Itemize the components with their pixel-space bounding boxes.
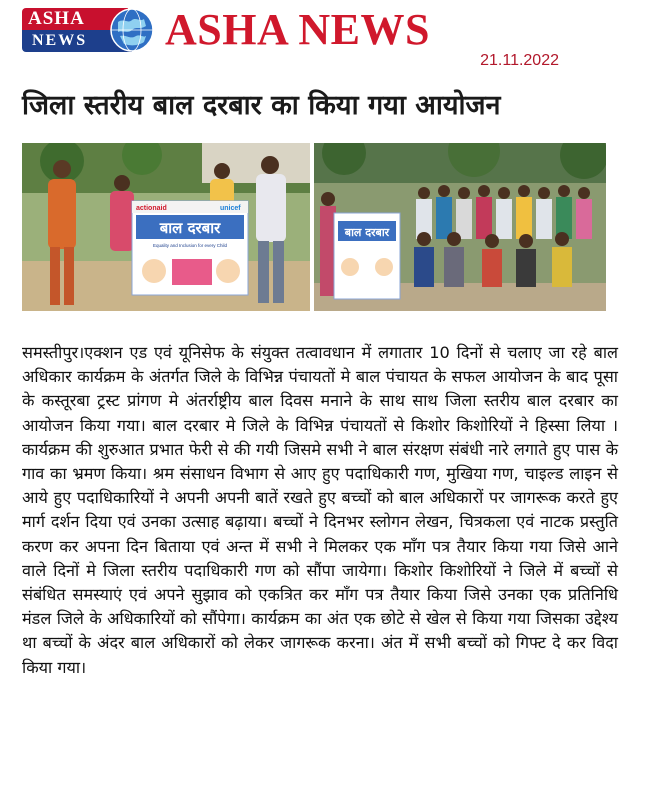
publication-date: 21.11.2022 <box>480 52 559 69</box>
masthead <box>0 0 659 82</box>
globe-icon <box>110 8 154 52</box>
event-photo-banner <box>22 143 310 311</box>
asha-news-logo <box>22 8 156 52</box>
logo-bottom-text: NEWS <box>22 30 132 52</box>
event-photo-group <box>314 143 606 311</box>
article-headline: जिला स्तरीय बाल दरबार का किया गया आयोजन <box>22 90 501 121</box>
article-body: समस्तीपुर।एक्शन एड एवं यूनिसेफ के संयुक्त तत्वावधान में लगातार 10 दिनों से चलाए जा रहे बाल अधिकार कार्यक्रम के अंतर्गत जिले के विभिन्न पंचायतों मे बाल पंचायत के सफल आयोजन के बाद पूसा के कस्तूरबा ट्रस्ट प्रांगण मे अंतर्राष्ट्रीय बाल दिवस मनाने के साथ साथ जिला स्तरीय बाल दरबार का आयोजन किया गया। बाल दरबार मे जिले के विभिन्न पंचायतों से किशोर किशोरियों ने हिस्सा लिया । कार्यक्रम की शुरुआत प्रभात फेरी से की गयी जिसमे सभी ने बाल संरक्षण संबंधी नारे लगाते हुए पास के गाव का भ्रमण किया। श्रम संसाधन विभाग से आए हुए पदाधिकारी गण, मुखिया गण, चाइल्ड लाइन से आये हुए पदाधिकारियों ने अपनी अपनी बातें रखते हुए बच्चों को बाल अधिकारों पर जागरूक करते हुए मार्ग दर्शन दिया एवं उनका उत्साह बढ़ाया। बच्चों ने दिनभर स्लोगन लेखन, चित्रकला एवं नाटक प्रस्तुति करण कर अपना दिन बिताया एवं अन्त में सभी ने मिलकर एक माँग पत्र तैयार किया गया जिसे आने वाले दिनों मे जिला स्तरीय पदाधिकारी गण को सौंपा जायेगा। किशोर किशोरियों ने जिले में बच्चों से संबंधित समस्याएं एवं अपने सुझाव को एकत्रित कर माँग पत्र तैयार किया जिसे उनका एक प्रतिनिधि मंडल जिले के अधिकारियों को सौंपेगा। कार्यक्रम का अंत एक छोटे से खेल से किया गया जिसका उद्देश्य था बच्चों के अंदर बाल अधिकारों को लेकर जागरूक करना। अंत में सभी बच्चों को गिफ्ट दे कर विदा किया गया। <box>22 343 618 677</box>
banner-logo-actionaid: actionaid <box>136 205 167 212</box>
banner-logo-unicef: unicef <box>220 205 241 212</box>
banner-title-left: बाल दरबार <box>159 219 221 237</box>
brand-name: ASHA NEWS <box>165 5 430 54</box>
banner-subtitle: Equality and Inclusion for every Child <box>152 243 228 248</box>
article-photos <box>22 143 606 311</box>
logo-top-text: ASHA <box>22 8 128 30</box>
banner-title-right: बाल दरबार <box>344 226 390 239</box>
